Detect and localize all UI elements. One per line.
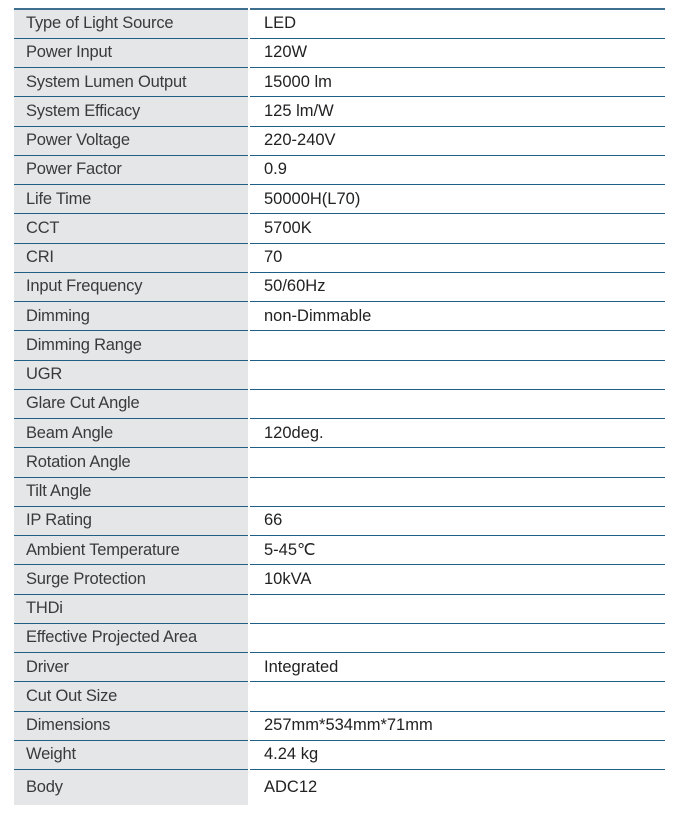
table-row bbox=[14, 389, 665, 418]
table-row bbox=[14, 331, 665, 360]
table-row bbox=[14, 272, 665, 301]
spec-label: IP Rating bbox=[14, 506, 249, 535]
spec-label: Tilt Angle bbox=[14, 477, 249, 506]
spec-label: Beam Angle bbox=[14, 419, 249, 448]
table-row bbox=[14, 682, 665, 711]
spec-label: Dimming bbox=[14, 302, 249, 331]
table-row bbox=[14, 214, 665, 243]
spec-value: Integrated bbox=[249, 653, 665, 682]
spec-label: Driver bbox=[14, 653, 249, 682]
spec-value: 66 bbox=[249, 506, 665, 535]
spec-label: Cut Out Size bbox=[14, 682, 249, 711]
spec-label: Body bbox=[14, 770, 249, 805]
table-row bbox=[14, 477, 665, 506]
spec-value bbox=[249, 682, 665, 711]
spec-label: Life Time bbox=[14, 185, 249, 214]
spec-label: THDi bbox=[14, 594, 249, 623]
table-row bbox=[14, 506, 665, 535]
spec-value: 5700K bbox=[249, 214, 665, 243]
table-row bbox=[14, 126, 665, 155]
spec-label: UGR bbox=[14, 360, 249, 389]
spec-value: 220-240V bbox=[249, 126, 665, 155]
spec-value bbox=[249, 448, 665, 477]
table-row bbox=[14, 623, 665, 652]
spec-label: Effective Projected Area bbox=[14, 623, 249, 652]
spec-value bbox=[249, 594, 665, 623]
spec-value: 5-45℃ bbox=[249, 536, 665, 565]
table-row bbox=[14, 155, 665, 184]
spec-value: ADC12 bbox=[249, 770, 665, 805]
spec-value: 70 bbox=[249, 243, 665, 272]
spec-label: Input Frequency bbox=[14, 272, 249, 301]
spec-label: Weight bbox=[14, 740, 249, 769]
spec-table-body bbox=[14, 9, 665, 805]
spec-label: Power Factor bbox=[14, 155, 249, 184]
table-row bbox=[14, 38, 665, 67]
spec-table bbox=[14, 8, 665, 805]
table-row bbox=[14, 9, 665, 38]
spec-value bbox=[249, 331, 665, 360]
table-row bbox=[14, 536, 665, 565]
spec-value bbox=[249, 477, 665, 506]
spec-value: LED bbox=[249, 9, 665, 38]
table-row bbox=[14, 740, 665, 769]
spec-label: CRI bbox=[14, 243, 249, 272]
spec-value bbox=[249, 360, 665, 389]
spec-value: 10kVA bbox=[249, 565, 665, 594]
spec-value: 50/60Hz bbox=[249, 272, 665, 301]
table-row bbox=[14, 185, 665, 214]
spec-label: System Efficacy bbox=[14, 97, 249, 126]
spec-value: non-Dimmable bbox=[249, 302, 665, 331]
spec-value: 257mm*534mm*71mm bbox=[249, 711, 665, 740]
table-row bbox=[14, 419, 665, 448]
spec-label: Ambient Temperature bbox=[14, 536, 249, 565]
spec-label: CCT bbox=[14, 214, 249, 243]
table-row bbox=[14, 770, 665, 805]
spec-value: 4.24 kg bbox=[249, 740, 665, 769]
spec-value: 15000 lm bbox=[249, 68, 665, 97]
table-row bbox=[14, 653, 665, 682]
spec-label: Glare Cut Angle bbox=[14, 389, 249, 418]
spec-label: Dimming Range bbox=[14, 331, 249, 360]
table-row bbox=[14, 448, 665, 477]
spec-label: Surge Protection bbox=[14, 565, 249, 594]
spec-label: Power Voltage bbox=[14, 126, 249, 155]
table-row bbox=[14, 302, 665, 331]
table-row bbox=[14, 565, 665, 594]
spec-label: Type of Light Source bbox=[14, 9, 249, 38]
table-row bbox=[14, 594, 665, 623]
spec-value bbox=[249, 623, 665, 652]
spec-value: 120W bbox=[249, 38, 665, 67]
spec-label: System Lumen Output bbox=[14, 68, 249, 97]
spec-label: Power Input bbox=[14, 38, 249, 67]
spec-value: 50000H(L70) bbox=[249, 185, 665, 214]
table-row bbox=[14, 68, 665, 97]
spec-value: 125 lm/W bbox=[249, 97, 665, 126]
spec-label: Dimensions bbox=[14, 711, 249, 740]
table-row bbox=[14, 360, 665, 389]
table-row bbox=[14, 97, 665, 126]
table-row bbox=[14, 711, 665, 740]
spec-value: 120deg. bbox=[249, 419, 665, 448]
spec-value bbox=[249, 389, 665, 418]
table-row bbox=[14, 243, 665, 272]
spec-label: Rotation Angle bbox=[14, 448, 249, 477]
spec-value: 0.9 bbox=[249, 155, 665, 184]
